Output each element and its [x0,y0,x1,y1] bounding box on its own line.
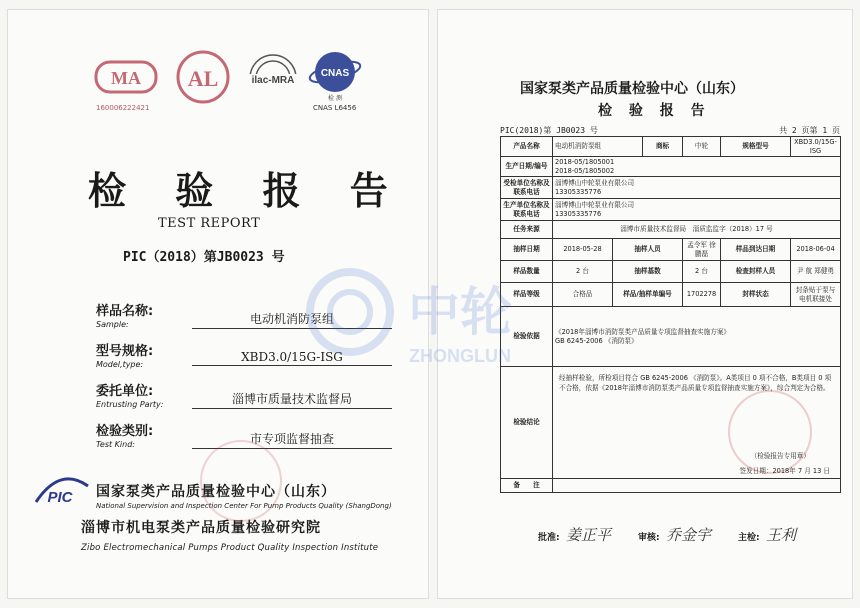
institute2-block [81,517,426,553]
brand-value: 中轮 [683,137,721,157]
table-row [501,283,841,307]
cma-mark-icon [92,48,160,106]
inspected-unit-phone: 13305335776 [555,187,602,196]
zhonglun-watermark-icon [300,262,550,372]
sampling-date-value: 2018-05-28 [553,239,613,261]
verifier-value: 尹 航 郑健勇 [791,261,841,283]
producer-value [553,199,841,221]
detail-report-number: PIC(2018)第 JB0023 号 [500,126,598,135]
table-row [501,261,841,283]
cal-mark-icon [173,48,233,106]
table-row [501,239,841,261]
institute-name-en: National Supervision and Inspection Center For Pump Products Quality (ShangDong) [96,502,392,510]
remarks-value [553,479,841,493]
cal-label: AL [187,66,219,91]
institute-name-cn: 国家泵类产品质量检验中心（山东） [96,484,336,500]
grade-value: 合格品 [553,283,613,307]
table-row [501,479,841,493]
sample-qty-label: 样品数量 [501,261,553,283]
verifier-label: 检查封样人员 [721,261,791,283]
institute2-name-cn: 淄博市机电泵类产品质量检验研究院 [81,520,321,536]
approver-signature: 姜正平 [566,526,612,544]
table-row [501,157,841,177]
field-sample-value: 电动机消防泵组 [192,310,392,329]
cma-label: MA [111,68,141,88]
conclusion-label: 检验结论 [501,367,553,479]
grade-label: 样品等级 [501,283,553,307]
inspected-unit-label: 受检单位名称及联系电话 [501,177,553,199]
date-batch-value-2: 2018-05/1805002 [555,166,615,175]
inspected-unit-name: 淄博博山中轮泵业有限公司 [555,179,635,188]
table-row [501,307,841,367]
field-sample-label: 样品名称: [96,304,154,319]
cma-caption: 160006222421 [96,104,150,112]
product-label: 产品名称 [501,137,553,157]
seal-state-value: 封条贴于泵与电机联接处 [791,283,841,307]
field-entrusting-label-en: Entrusting Party: [96,400,164,409]
date-batch-value [553,157,841,177]
sample-no-label: 样品/抽样单编号 [613,283,683,307]
task-source-value: 淄博市质量技术监督局 淄质监监字（2018）17 号 [553,221,841,239]
cover-title-en: TEST REPORT [158,216,261,231]
detail-page-info: 共 2 页第 1 页 [779,126,840,135]
base-qty-value: 2 台 [683,261,721,283]
inspected-unit-value [553,177,841,199]
sample-qty-value: 2 台 [553,261,613,283]
table-row [501,137,841,157]
sampling-date-label: 抽样日期 [501,239,553,261]
basis-value [553,307,841,367]
maker-signature: 王利 [766,526,797,544]
arrival-date-label: 样品到达日期 [721,239,791,261]
institute2-name-en: Zibo Electromechanical Pumps Product Quality Inspection Institute [81,543,379,553]
remarks-label: 备 注 [501,479,553,493]
date-batch-label: 生产日期/编号 [501,157,553,177]
approver-label: 批准: [538,533,560,543]
cnas-mark-icon [308,48,362,106]
pic-logo-icon [30,472,94,512]
seal-state-label: 封样状态 [721,283,791,307]
date-batch-value-1: 2018-05/1805001 [555,158,615,167]
field-test-kind-value: 市专项监督抽查 [192,430,392,449]
inspection-table [500,136,841,493]
maker-label: 主检: [738,533,760,543]
reviewer-label: 审核: [638,533,660,543]
task-source-label: 任务来源 [501,221,553,239]
brand-label: 商标 [643,137,683,157]
sign-date: 签发日期：2018年 7 月 13 日 [739,466,830,475]
model-label: 规格型号 [721,137,791,157]
detail-subheader: 检 验 报 告 [598,103,711,119]
reviewer-signature: 乔金宇 [666,526,712,544]
ilac-mra-mark-icon [240,48,306,106]
conclusion-value [553,367,841,479]
basis-value-1: 《2018年淄博市消防泵类产品质量专项监督抽查实施方案》 [555,328,731,337]
basis-label: 检验依据 [501,307,553,367]
report-stamp-text: （检验报告专用章） [750,451,810,460]
field-entrusting-label: 委托单位: [96,384,154,399]
pic-logo-label: PIC [47,489,73,506]
cnas-small-label: 检 测 [328,95,342,102]
field-model-label-en: Model,type: [96,360,144,369]
field-entrusting-party [96,380,416,409]
field-test-kind-label: 检验类别: [96,424,154,439]
model-value: XBD3.0/15G-ISG [791,137,841,157]
sampler-value: 孟令军 徐鹏磊 [683,239,721,261]
cnas-label: CNAS [320,68,350,79]
table-row [501,177,841,199]
watermark-cn: 中轮 [407,283,513,343]
basis-value-2: GB 6245-2006 《消防泵》 [555,336,638,345]
field-sample-label-en: Sample: [96,320,129,329]
conclusion-text: 经抽样检验，所检项目符合 GB 6245-2006 《消防泵》。A类项目 0 项不合格，B类项目 0 项不合格，依据《2018年淄博市消防泵类产品质量专项监督抽查实施方案》，综合判定为合格。 [559,374,832,392]
field-model-label: 型号规格: [96,344,154,359]
ilac-mra-label: ilac-MRA [251,75,295,86]
cover-seal-stamp [200,440,282,522]
producer-name: 淄博博山中轮泵业有限公司 [555,201,635,210]
field-test-kind-label-en: Test Kind: [96,440,135,449]
field-model-value: XBD3.0/15G-ISG [192,350,392,366]
table-row [501,367,841,479]
report-seal-stamp [728,390,812,474]
producer-label: 生产单位名称及联系电话 [501,199,553,221]
arrival-date-value: 2018-06-04 [791,239,841,261]
table-row [501,221,841,239]
detail-header: 国家泵类产品质量检验中心（山东） [520,81,744,97]
base-qty-label: 抽样基数 [613,261,683,283]
producer-phone: 13305335776 [555,209,602,218]
cover-report-number: PIC（2018）第JB0023 号 [123,250,285,265]
field-entrusting-value: 淄博市质量技术监督局 [192,390,392,409]
watermark-en: ZHONGLUN [409,346,511,366]
cover-title-cn: 检 验 报 告 [88,168,406,213]
cnas-caption: CNAS L6456 [313,104,357,112]
detail-report-number-row [500,125,840,136]
sampler-label: 抽样人员 [613,239,683,261]
sample-no-value: 1702278 [683,283,721,307]
table-row [501,199,841,221]
product-value: 电动机消防泵组 [553,137,643,157]
